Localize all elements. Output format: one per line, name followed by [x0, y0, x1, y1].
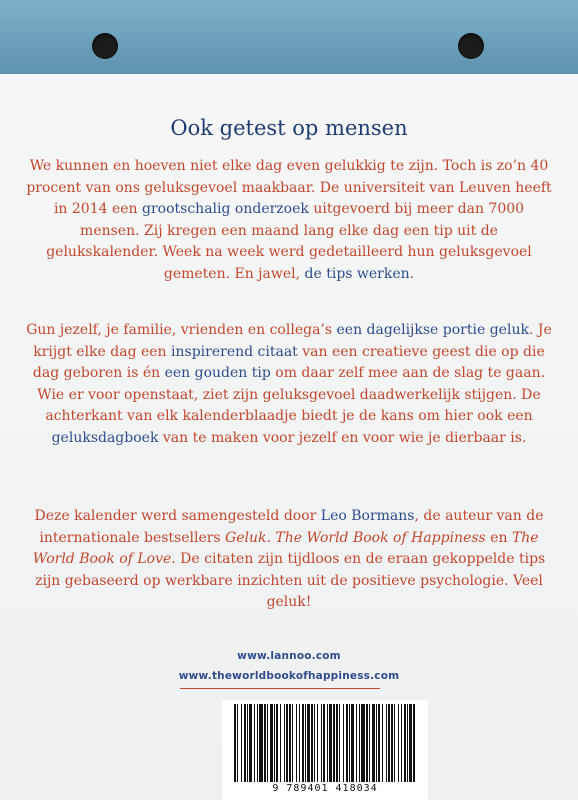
punch-hole-right: [458, 33, 484, 59]
barcode-bar: [413, 704, 415, 782]
barcode-bar: [280, 704, 281, 782]
barcode-bar: [249, 704, 252, 782]
paragraph-study: [24, 156, 554, 286]
barcode-bar: [404, 704, 406, 782]
barcode-bar: [254, 704, 255, 782]
paragraph-author: [24, 506, 554, 614]
barcode-bar: [286, 704, 288, 782]
barcode-bar: [321, 704, 322, 782]
barcode-bar: [270, 704, 273, 782]
text-segment: Gun jezelf, je familie, vrienden en collega’s: [26, 322, 337, 338]
barcode-bar: [351, 704, 354, 782]
text-segment: .: [409, 265, 415, 282]
barcode-bar: [329, 704, 332, 782]
paragraph-daily-gift: [24, 320, 554, 450]
isbn-barcode: [232, 704, 418, 782]
barcode-bar: [407, 704, 408, 782]
barcode-bar: [276, 704, 278, 782]
page-title: Ook getest op mensen: [170, 116, 408, 140]
barcode-bar: [378, 704, 380, 782]
barcode-bar: [359, 704, 360, 782]
barcode-bar: [361, 704, 365, 782]
text-segment: van te maken voor jezelf en voor wie je dierbaar is.: [158, 429, 527, 446]
book-title: The World Book of Love: [32, 529, 539, 568]
barcode-bar: [339, 704, 340, 782]
calendar-header-strip: [0, 0, 578, 74]
text-segment: . De citaten zijn tijdloos en de eraan gekoppelde tips zijn gebaseerd op werkbare inzichten uit de positieve psychologie. Veel geluk!: [35, 551, 546, 611]
barcode-bar: [284, 704, 285, 782]
punch-hole-left: [92, 33, 118, 59]
highlighted-phrase: de tips werken: [304, 265, 410, 282]
barcode-bar: [372, 704, 375, 782]
barcode-bar: [296, 704, 297, 782]
highlighted-phrase: grootschalig onderzoek: [142, 201, 309, 218]
barcode-area: [222, 700, 428, 800]
text-segment: uitgevoerd bij meer dan 7000 mensen. Zij kregen een maand lang elke dag een tip uit de gelukskalender. Week na week werd gedetailleerd hun geluksgevoel gemeten. En jawel,: [46, 201, 532, 282]
barcode-bar: [376, 704, 377, 782]
barcode-bar: [401, 704, 402, 782]
barcode-bar: [327, 704, 328, 782]
highlighted-phrase: geluksdagboek: [51, 429, 159, 446]
barcode-bar: [343, 704, 344, 782]
barcode-bar: [349, 704, 350, 782]
barcode-bar: [241, 704, 242, 782]
isbn-number: 9 789401 418034: [272, 783, 378, 794]
barcode-bar: [305, 704, 306, 782]
highlighted-phrase: een dagelijkse portie geluk: [336, 322, 529, 338]
highlighted-phrase: inspirerend citaat: [171, 343, 298, 360]
barcode-bar: [274, 704, 275, 782]
text-segment: Deze kalender werd samengesteld door: [34, 508, 321, 524]
barcode-bar: [311, 704, 313, 782]
highlighted-phrase: een gouden tip: [164, 365, 271, 382]
barcode-bar: [346, 704, 348, 782]
barcode-bar: [394, 704, 395, 782]
barcode-bar: [289, 704, 291, 782]
barcode-bar: [234, 704, 236, 782]
barcode-bar: [409, 704, 412, 782]
divider-line: [180, 688, 380, 689]
barcode-bar: [398, 704, 399, 782]
highlighted-phrase: Leo Bormans: [320, 508, 415, 524]
barcode-bar: [257, 704, 258, 782]
barcode-bar: [267, 704, 268, 782]
barcode-bar: [299, 704, 300, 782]
text-segment: en: [485, 529, 512, 546]
publisher-link[interactable]: www.lannoo.com: [237, 650, 341, 662]
text-segment: om daar zelf mee aan de slag te gaan. Wie er voor openstaat, ziet zijn geluksgevoel daadwerkelijk stijgen. De achterkant van elk kalenderblaadje biedt je de kans om hier ook een: [37, 365, 546, 425]
text-segment: van een creatieve geest die op die dag geboren is én: [32, 343, 545, 382]
book-title: Geluk. The World Book of Happiness: [225, 529, 486, 546]
barcode-bar: [264, 704, 266, 782]
barcode-bar: [336, 704, 338, 782]
barcode-bar: [388, 704, 390, 782]
barcode-bar: [244, 704, 246, 782]
barcode-bar: [386, 704, 387, 782]
barcode-bar: [247, 704, 248, 782]
barcode-bar: [302, 704, 304, 782]
book-website-link[interactable]: www.theworldbookofhappiness.com: [178, 670, 400, 682]
barcode-bar: [307, 704, 310, 782]
barcode-bar: [323, 704, 325, 782]
barcode-bar: [366, 704, 368, 782]
barcode-bar: [259, 704, 263, 782]
text-segment: We kunnen en hoeven niet elke dag even gelukkig te zijn. Toch is zo’n 40 procent van ons geluksgevoel maakbaar. De universiteit van Leuven heeft in 2014 een: [26, 158, 552, 218]
barcode-bar: [317, 704, 318, 782]
barcode-bar: [314, 704, 315, 782]
barcode-bar: [237, 704, 238, 782]
text-segment: . Je krijgt elke dag een: [33, 322, 552, 360]
barcode-bar: [369, 704, 370, 782]
text-segment: , de auteur van de internationale bestsellers: [39, 508, 544, 546]
barcode-bar: [292, 704, 293, 782]
barcode-bar: [356, 704, 357, 782]
barcode-bar: [382, 704, 383, 782]
barcode-bar: [391, 704, 393, 782]
barcode-bar: [333, 704, 335, 782]
